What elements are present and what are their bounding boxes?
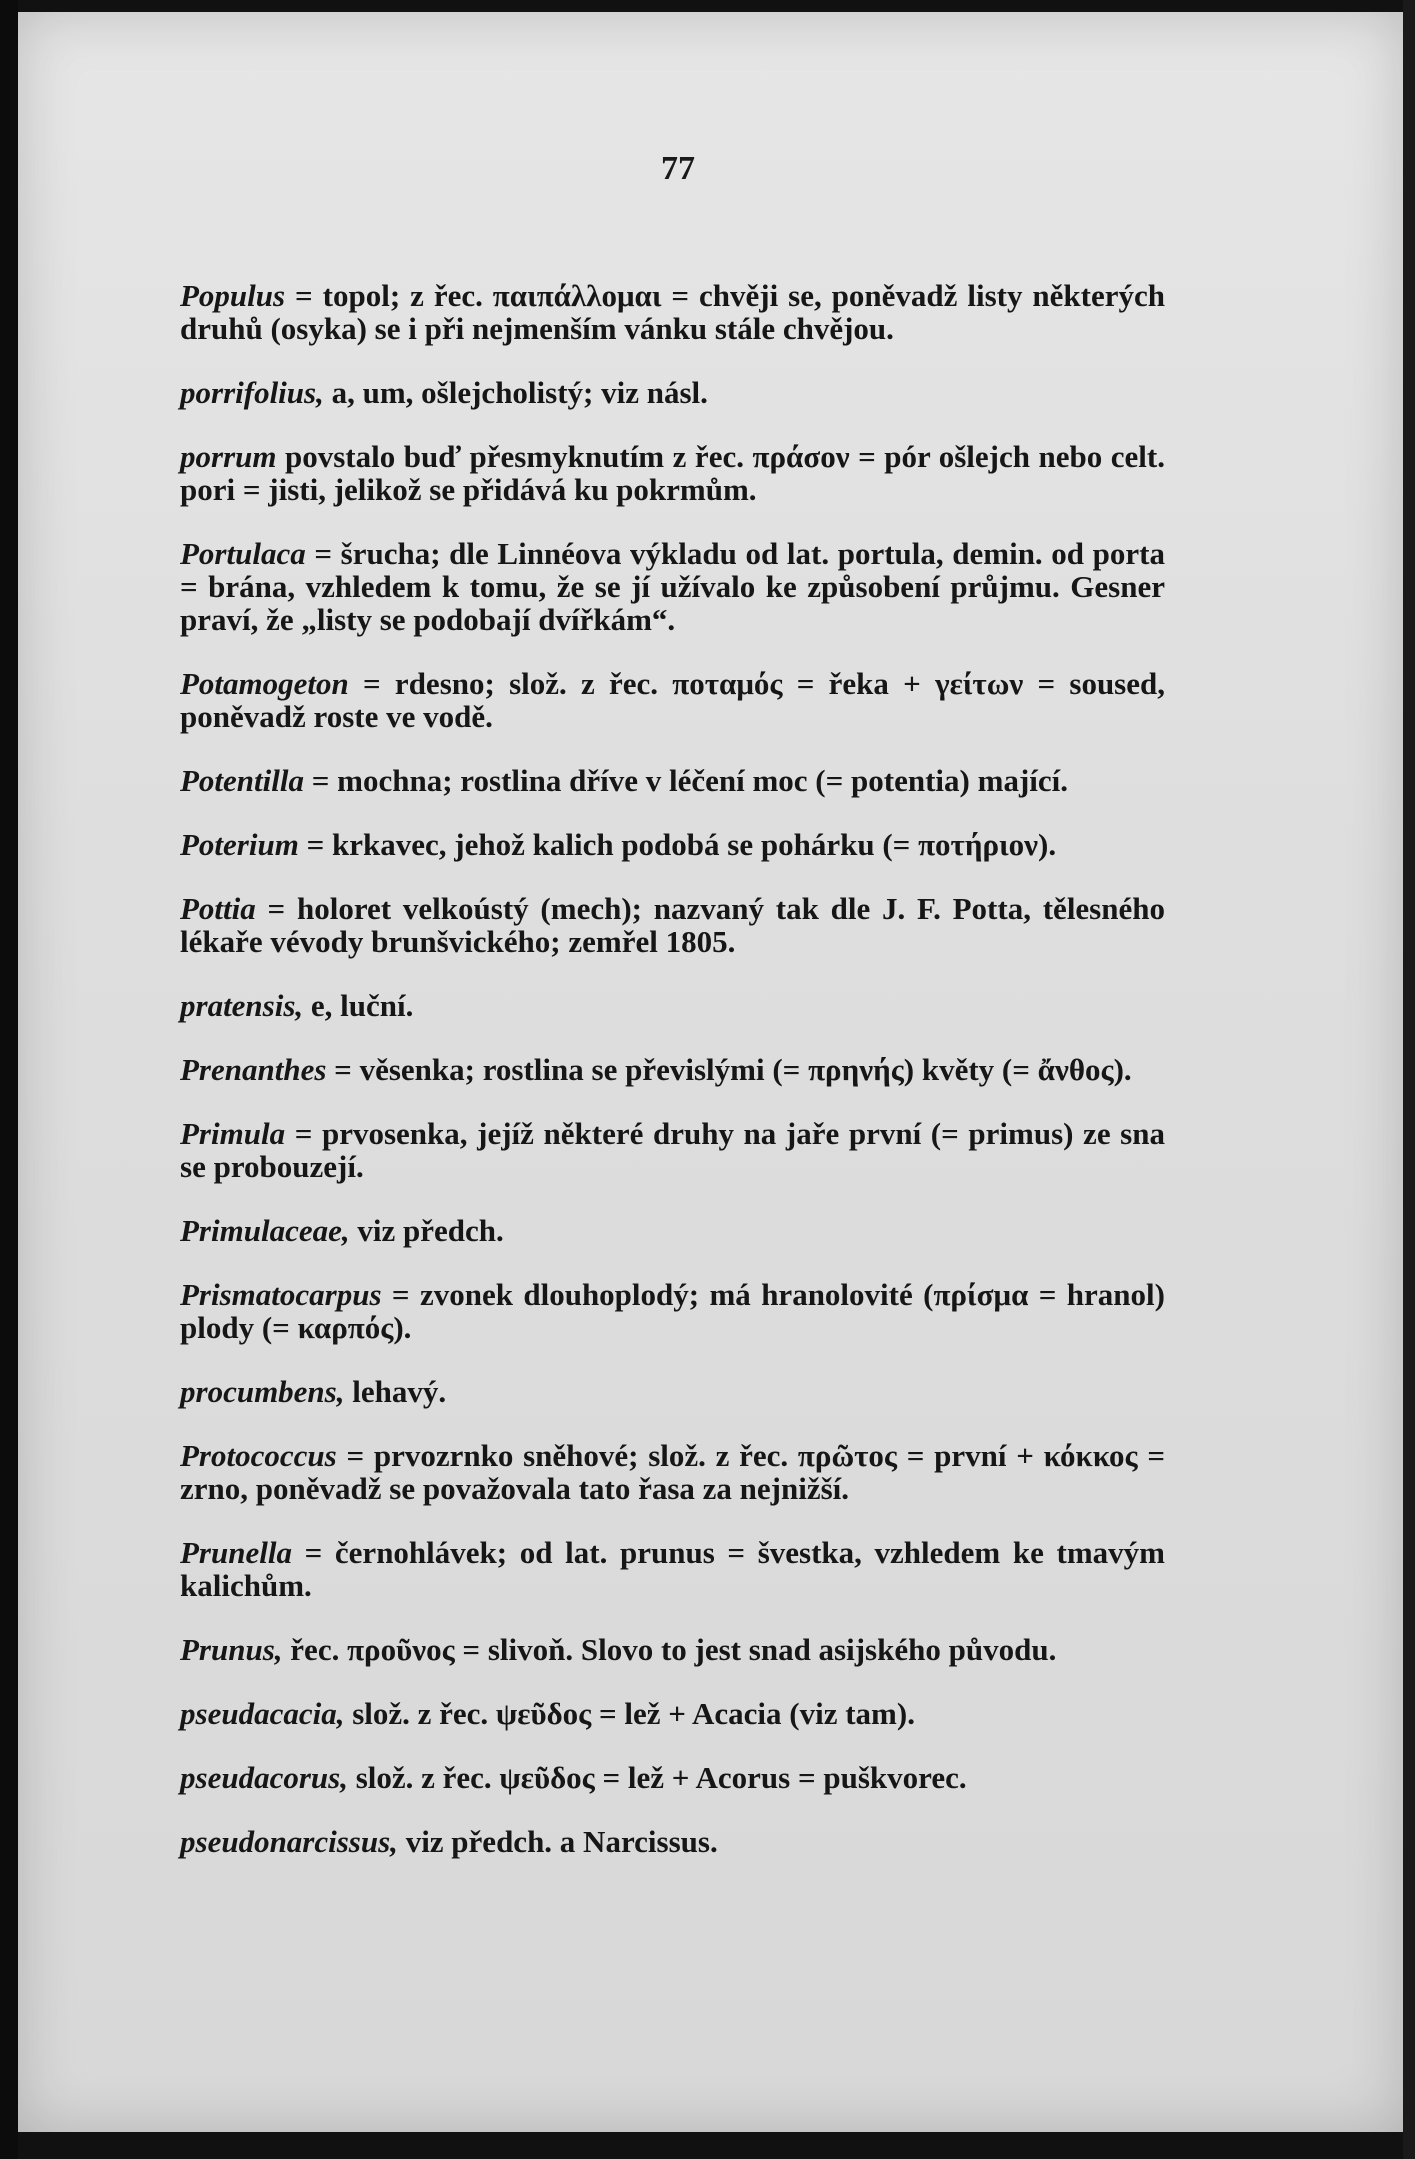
entry-portulaca (180, 537, 1165, 636)
entry-pseudacorus (180, 1761, 1165, 1794)
entry-body: = holoret velkoústý (mech); nazvaný tak dle J. F. Potta, tělesného lékaře vévody brunšvického; zemřel 1805. (180, 891, 1165, 959)
entry-head: pratensis, (180, 988, 304, 1023)
entry-body: = prvosenka, jejíž některé druhy na jaře první (= primus) ze sna se probouzejí. (180, 1116, 1165, 1184)
entry-body: = prvozrnko sněhové; slož. z řec. πρῶτος = první + κόκκος = zrno, poněvadž se považovala tato řasa za nejnižší. (180, 1438, 1165, 1506)
entry-body: = šrucha; dle Linnéova výkladu od lat. portula, demin. od porta = brána, vzhledem k tomu, že se jí užívalo ke způsobení průjmu. Gesner praví, že „listy se podobají dvířkám“. (180, 536, 1165, 637)
entry-populus (180, 279, 1165, 345)
entry-pseudacacia (180, 1697, 1165, 1730)
entry-head: Prunella (180, 1535, 292, 1570)
entry-body: slož. z řec. ψεῦδος = lež + Acorus = puškvorec. (347, 1760, 967, 1795)
entry-primulaceae (180, 1214, 1165, 1247)
entry-head: Poterium (180, 827, 299, 862)
entry-body: slož. z řec. ψεῦδος = lež + Acacia (viz tam). (344, 1696, 915, 1731)
scan-right-edge (1403, 0, 1415, 2159)
entry-head: Prismatocarpus (180, 1277, 382, 1312)
scan-left-edge (0, 0, 18, 2159)
entry-body: viz předch. (349, 1213, 504, 1248)
entry-potamogeton (180, 667, 1165, 733)
entry-protococcus (180, 1439, 1165, 1505)
dictionary-entries (180, 248, 1165, 1874)
entry-porrifolius (180, 376, 1165, 409)
entry-prunus (180, 1633, 1165, 1666)
entry-body: = krkavec, jehož kalich podobá se pohárku (= ποτήριον). (298, 827, 1057, 862)
entry-head: Portulaca (180, 536, 306, 571)
entry-head: Primula (180, 1116, 286, 1151)
entry-body: = černohlávek; od lat. prunus = švestka, vzhledem ke tmavým kalichům. (180, 1535, 1165, 1603)
entry-head: Populus (180, 278, 286, 313)
entry-body: a, um, ošlejcholistý; viz násl. (323, 375, 708, 410)
entry-potentilla (180, 764, 1165, 797)
entry-head: Potamogeton (180, 666, 349, 701)
entry-body: řec. προῦνος = slivoň. Slovo to jest snad asijského původu. (282, 1632, 1057, 1667)
entry-body: = mochna; rostlina dříve v léčení moc (= potentia) mající. (304, 763, 1068, 798)
entry-primula (180, 1117, 1165, 1183)
entry-pratensis (180, 989, 1165, 1022)
entry-porrum (180, 440, 1165, 506)
entry-body: lehavý. (344, 1374, 447, 1409)
entry-head: Prenanthes (180, 1052, 327, 1087)
entry-body: = topol; z řec. παιπάλλομαι = chvěji se, poněvadž listy některých druhů (osyka) se i při nejmenším vánku stále chvějou. (180, 278, 1165, 346)
entry-pseudonarcissus (180, 1825, 1165, 1858)
entry-head: Pottia (180, 891, 256, 926)
entry-head: Potentilla (180, 763, 304, 798)
entry-prismatocarpus (180, 1278, 1165, 1344)
entry-prenanthes (180, 1053, 1165, 1086)
entry-body: e, luční. (303, 988, 414, 1023)
entry-body: povstalo buď přesmyknutím z řec. πράσον = pór ošlejch nebo celt. pori = jisti, jelikož se přidává ku pokrmům. (180, 439, 1165, 507)
page-number: 77 (661, 150, 695, 187)
entry-body: viz předch. a Narcissus. (397, 1824, 718, 1859)
entry-head: pseudacacia, (180, 1696, 345, 1731)
entry-head: pseudonarcissus, (180, 1824, 398, 1859)
entry-head: Primulaceae, (180, 1213, 350, 1248)
entry-head: porrum (180, 439, 277, 474)
entry-body: = věsenka; rostlina se převislými (= πρηνής) květy (= ἄνθος). (326, 1052, 1132, 1087)
entry-prunella (180, 1536, 1165, 1602)
entry-body: = rdesno; slož. z řec. ποταμός = řeka + γείτων = soused, poněvadž roste ve vodě. (180, 666, 1165, 734)
entry-head: Protococcus (180, 1438, 337, 1473)
entry-head: pseudacorus, (180, 1760, 348, 1795)
entry-body: = zvonek dlouhoplodý; má hranolovité (πρίσμα = hranol) plody (= καρπός). (180, 1277, 1165, 1345)
entry-head: Prunus, (180, 1632, 283, 1667)
entry-pottia (180, 892, 1165, 958)
entry-head: porrifolius, (180, 375, 324, 410)
entry-procumbens (180, 1375, 1165, 1408)
book-page (18, 12, 1403, 2132)
entry-head: procumbens, (180, 1374, 345, 1409)
entry-poterium (180, 828, 1165, 861)
